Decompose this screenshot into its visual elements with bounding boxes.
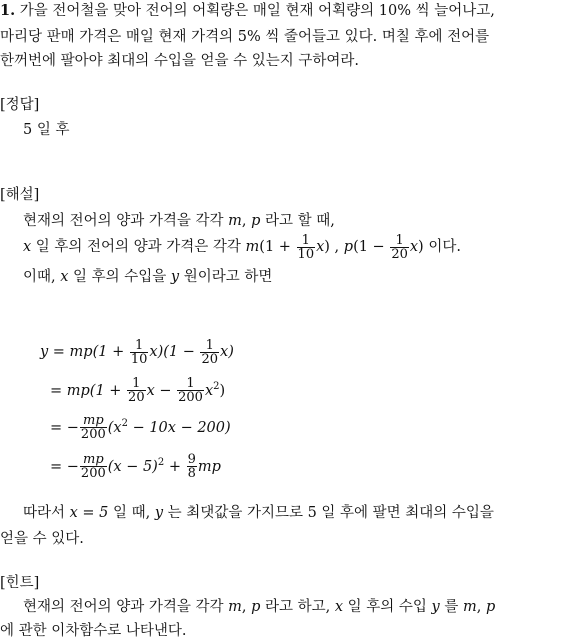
fraction-1-20 <box>200 339 219 366</box>
expl-text: 일 후의 전어의 양과 가격은 각각 <box>31 239 246 255</box>
expl-text: ) 이다. <box>418 239 461 255</box>
var-x: x = 5 <box>69 505 109 521</box>
conclusion-line-1 <box>23 504 494 522</box>
math-text: (1 + <box>259 239 296 255</box>
expl-text: 는 최댓값을 가지므로 5 일 후에 팔면 최대의 수입을 <box>163 505 494 521</box>
var-p: p <box>251 213 261 229</box>
var-p: p <box>251 599 261 615</box>
frac-numerator: 1 <box>130 339 149 353</box>
eq-text: (x − 5) <box>107 458 158 475</box>
eq-text: = − <box>50 419 79 436</box>
comma: , <box>476 599 486 615</box>
conclusion-line-2: 얻을 수 있다. <box>0 531 84 547</box>
var-p: p <box>485 599 496 615</box>
answer-text: 5 일 후 <box>23 122 70 138</box>
explanation-line-3 <box>23 268 272 286</box>
problem-line-2 <box>0 28 489 46</box>
expl-text: 일 후의 수입을 <box>68 269 171 285</box>
answer-heading: [정답] <box>0 97 40 113</box>
frac-denominator: 10 <box>297 246 315 262</box>
fraction-9-8 <box>187 453 197 480</box>
var-m: m <box>462 599 477 615</box>
frac-denominator: 200 <box>178 390 203 406</box>
var-m: m <box>228 213 242 229</box>
hint-text: 일 후의 수입 <box>343 599 432 615</box>
problem-line-1 <box>0 2 495 20</box>
frac-denominator: 10 <box>130 351 148 367</box>
expl-text: 라고 할 때, <box>260 213 335 229</box>
var-y: y <box>431 599 440 615</box>
problem-text-2: 마리당 판매 가격은 매일 현재 가격의 5% 씩 줄어들고 있다. 며칠 후에 전어를 <box>0 29 490 45</box>
equation-line-2 <box>50 372 225 406</box>
hint-text: 현재의 전어의 양과 가격을 각각 <box>23 599 229 615</box>
equation-line-4 <box>50 448 221 482</box>
problem-text-3: 한꺼번에 팔아야 최대의 수입을 얻을 수 있는지 구하여라. <box>0 53 360 69</box>
var-x: x <box>334 599 344 615</box>
frac-denominator: 8 <box>187 466 196 482</box>
var-x: x <box>60 269 69 285</box>
eq-text: x) <box>220 344 234 360</box>
frac-numerator: 1 <box>390 234 409 248</box>
frac-denominator: 200 <box>80 466 106 482</box>
explanation-line-1 <box>23 212 335 230</box>
frac-numerator: 1 <box>127 377 146 391</box>
var-p: p <box>343 239 354 255</box>
eq-text: x <box>204 382 214 399</box>
fraction-1-20 <box>127 377 146 404</box>
math-text: ) , <box>324 239 344 255</box>
exponent: 2 <box>157 457 165 468</box>
frac-numerator: 1 <box>297 234 316 248</box>
var-m: m <box>228 599 242 615</box>
eq-text: mp <box>197 458 221 475</box>
var-m: m <box>245 239 260 255</box>
fraction-1-200 <box>177 377 204 404</box>
eq-text: − 10x − 200) <box>127 419 231 436</box>
hint-text: 라고 하고, <box>260 599 335 615</box>
problem-line-3 <box>0 52 359 70</box>
frac-denominator: 20 <box>201 351 219 367</box>
expl-text: 이때, <box>23 269 61 285</box>
eq-text: = − <box>50 458 79 475</box>
comma: , <box>241 599 252 615</box>
frac-numerator: 1 <box>200 339 219 353</box>
expl-text: 원이라고 하면 <box>179 269 273 285</box>
eq-text: + <box>164 458 186 475</box>
exponent: 2 <box>213 381 220 392</box>
expl-text: 일 때, <box>108 505 155 521</box>
eq-text: = mp(1 + <box>50 382 127 399</box>
frac-numerator: mp <box>80 453 107 467</box>
exponent: 2 <box>121 418 128 429</box>
eq-text: (x <box>107 419 122 436</box>
eq-text: x − <box>146 382 177 399</box>
equation-line-1 <box>40 337 234 367</box>
equation-line-3 <box>50 409 231 443</box>
hint-heading: [힌트] <box>0 575 40 591</box>
hint-line-1 <box>23 598 495 616</box>
frac-denominator: 200 <box>80 427 106 443</box>
fraction-1-10 <box>130 339 149 366</box>
eq-text: x)(1 − <box>149 344 200 360</box>
explanation-heading: [해설] <box>0 187 40 203</box>
frac-numerator: 1 <box>177 377 204 391</box>
frac-numerator: 9 <box>187 452 196 468</box>
frac-denominator: 20 <box>391 246 408 262</box>
fraction-1-10 <box>297 234 316 261</box>
var-y: y <box>154 505 164 521</box>
hint-text: 를 <box>439 599 463 615</box>
expl-text: 따라서 <box>23 505 70 521</box>
math-text: (1 − <box>353 239 390 255</box>
problem-text-1: 가을 전어철을 맞아 전어의 어획량은 매일 현재 어획량의 10% 씩 늘어나고, <box>19 3 495 19</box>
var-x: x <box>23 239 32 255</box>
eq-text: y = mp(1 + <box>40 344 129 360</box>
hint-line-2: 에 관한 이차함수로 나타낸다. <box>0 623 187 639</box>
frac-denominator: 20 <box>128 390 145 406</box>
comma: , <box>241 213 252 229</box>
frac-numerator: mp <box>80 414 107 428</box>
fraction-mp-200 <box>80 414 107 441</box>
eq-text: ) <box>219 382 226 399</box>
var-y: y <box>170 269 180 285</box>
expl-text: 현재의 전어의 양과 가격을 각각 <box>23 213 229 229</box>
fraction-mp-200 <box>80 453 107 480</box>
fraction-1-20 <box>390 234 409 261</box>
explanation-line-2: x 일 후의 전어의 양과 가격은 각각 m(1 + $\frac{1}{10}$ x) , p(1 − $\frac{1}{20}$ x) 이다. <box>23 232 461 262</box>
problem-number: 1. <box>0 2 16 19</box>
